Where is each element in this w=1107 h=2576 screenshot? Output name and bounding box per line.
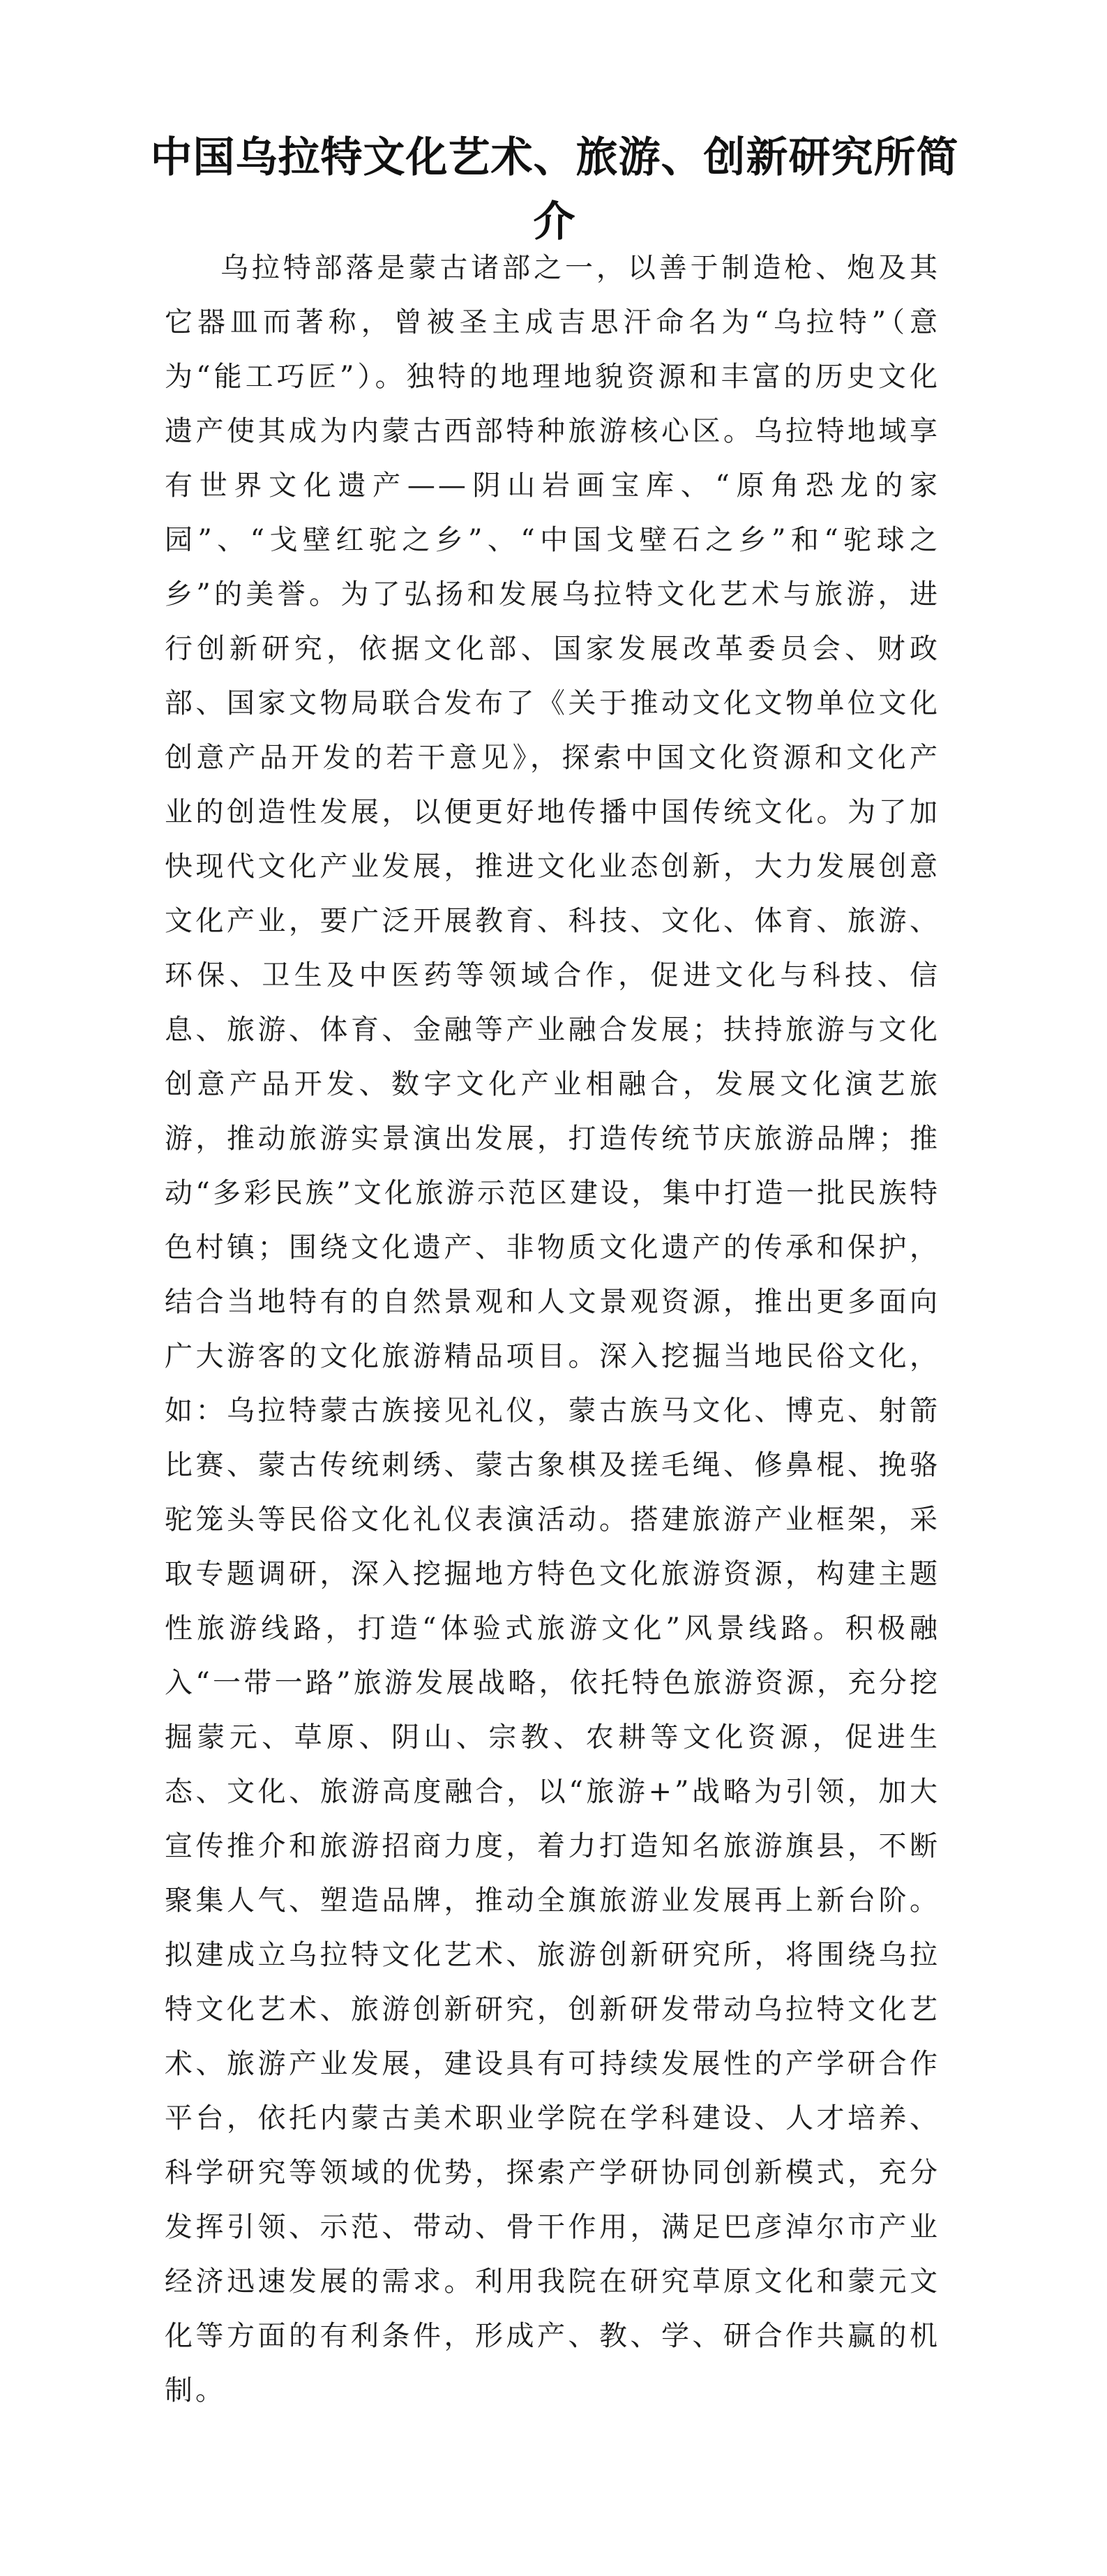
document-title: 中国乌拉特文化艺术、旅游、创新研究所简介	[150, 133, 959, 246]
document-body-paragraph: 乌拉特部落是蒙古诸部之一，以善于制造枪、炮及其它器皿而著称，曾被圣主成吉思汗命名为“乌拉特”（意为“能工巧匠”）。独特的地理地貌资源和丰富的历史文化遗产使其成为内蒙古西部特种旅游核心区。乌拉特地域享有世界文化遗产——阴山岩画宝库、“原角恐龙的家园”、“戈壁红驼之乡”、“中国戈壁石之乡”和“驼球之乡”的美誉。为了弘扬和发展乌拉特文化艺术与旅游，进行创新研究，依据文化部、国家发展改革委员会、财政部、国家文物局联合发布了《关于推动文化文物单位文化创意产品开发的若干意见》，探索中国文化资源和文化产业的创造性发展，以便更好地传播中国传统文化。为了加快现代文化产业发展，推进文化业态创新，大力发展创意文化产业，要广泛开展教育、科技、文化、体育、旅游、环保、卫生及中医药等领域合作，促进文化与科技、信息、旅游、体育、金融等产业融合发展；扶持旅游与文化创意产品开发、数字文化产业相融合，发展文化演艺旅游，推动旅游实景演出发展，打造传统节庆旅游品牌；推动“多彩民族”文化旅游示范区建设，集中打造一批民族特色村镇；围绕文化遗产、非物质文化遗产的传承和保护，结合当地特有的自然景观和人文景观资源，推出更多面向广大游客的文化旅游精品项目。深入挖掘当地民俗文化，如：乌拉特蒙古族接见礼仪，蒙古族马文化、博克、射箭比赛、蒙古传统刺绣、蒙古象棋及搓毛绳、修鼻棍、挽骆驼笼头等民俗文化礼仪表演活动。搭建旅游产业框架，采取专题调研，深入挖掘地方特色文化旅游资源，构建主题性旅游线路，打造“体验式旅游文化”风景线路。积极融入“一带一路”旅游发展战略，依托特色旅游资源，充分挖掘蒙元、草原、阴山、宗教、农耕等文化资源，促进生态、文化、旅游高度融合，以“旅游+”战略为引领，加大宣传推介和旅游招商力度，着力打造知名旅游旗县，不断聚集人气、塑造品牌，推动全旗旅游业发展再上新台阶。拟建成立乌拉特文化艺术、旅游创新研究所，将围绕乌拉特文化艺术、旅游创新研究，创新研发带动乌拉特文化艺术、旅游产业发展，建设具有可持续发展性的产学研合作平台，依托内蒙古美术职业学院在学科建设、人才培养、科学研究等领域的优势，探索产学研协同创新模式，充分发挥引领、示范、带动、骨干作用，满足巴彦淖尔市产业经济迅速发展的需求。利用我院在研究草原文化和蒙元文化等方面的有利条件，形成产、教、学、研合作共赢的机制。	[165, 252, 940, 2406]
